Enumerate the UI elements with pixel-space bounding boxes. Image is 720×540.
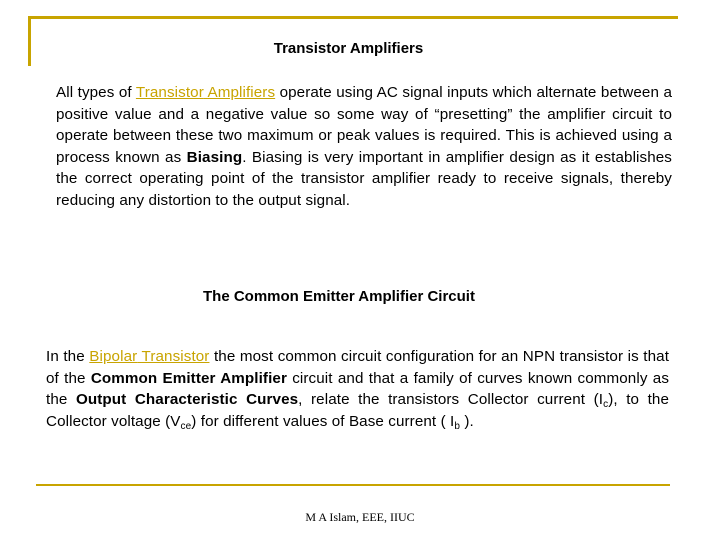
paragraph-text: circuit and that a family of curves known commonly as the (46, 369, 670, 409)
top-border-rule (28, 16, 678, 19)
paragraph-text: . Biasing is very important in amplifier design as it establishes the correct operating point of the transistor amplifier ready to receive signals, thereby reducing any distortion to the output signal. (56, 148, 672, 209)
paragraph-text: All types of (56, 84, 136, 101)
bottom-border-rule (36, 484, 670, 486)
footer-credit: M A Islam, EEE, IIUC (305, 510, 415, 524)
link-bipolar[interactable]: Bipolar (89, 348, 138, 365)
link-amplifiers[interactable]: Amplifiers (207, 84, 276, 101)
subscript-b: b (454, 420, 461, 432)
subscript-c: c (603, 399, 609, 411)
bold-term-output-curves: Output Characteristic Curves (75, 391, 299, 409)
subscript-ce: ce (180, 420, 192, 432)
paragraph-text: ) for different values of Base current ( I (191, 412, 455, 430)
paragraph-text: ). (460, 412, 474, 430)
link-transistor-2[interactable]: Transistor (141, 348, 210, 365)
paragraph-biasing (56, 82, 672, 212)
section-title-common-emitter: The Common Emitter Amplifier Circuit (203, 288, 475, 305)
paragraph-common-emitter (46, 346, 669, 432)
bold-term-biasing: Biasing (186, 148, 243, 166)
link-transistor[interactable]: Transistor (135, 84, 204, 101)
paragraph-text: In the (46, 348, 90, 365)
paragraph-text: , relate the transistors Collector current (I (298, 391, 604, 409)
paragraph-text: the most common circuit configuration for an NPN transistor is that of the (46, 348, 670, 387)
section-title-transistor-amplifiers: Transistor Amplifiers (273, 40, 424, 57)
paragraph-text: operate using AC signal inputs which alternate between a positive value and a negative value so some way of “presetting” the amplifier circuit to operate between these two maximum or peak values is required. This is achieved using a process known as (56, 84, 673, 166)
bold-term-common-emitter: Common Emitter Amplifier (90, 369, 287, 387)
paragraph-text: ), to the Collector voltage (V (46, 391, 669, 430)
